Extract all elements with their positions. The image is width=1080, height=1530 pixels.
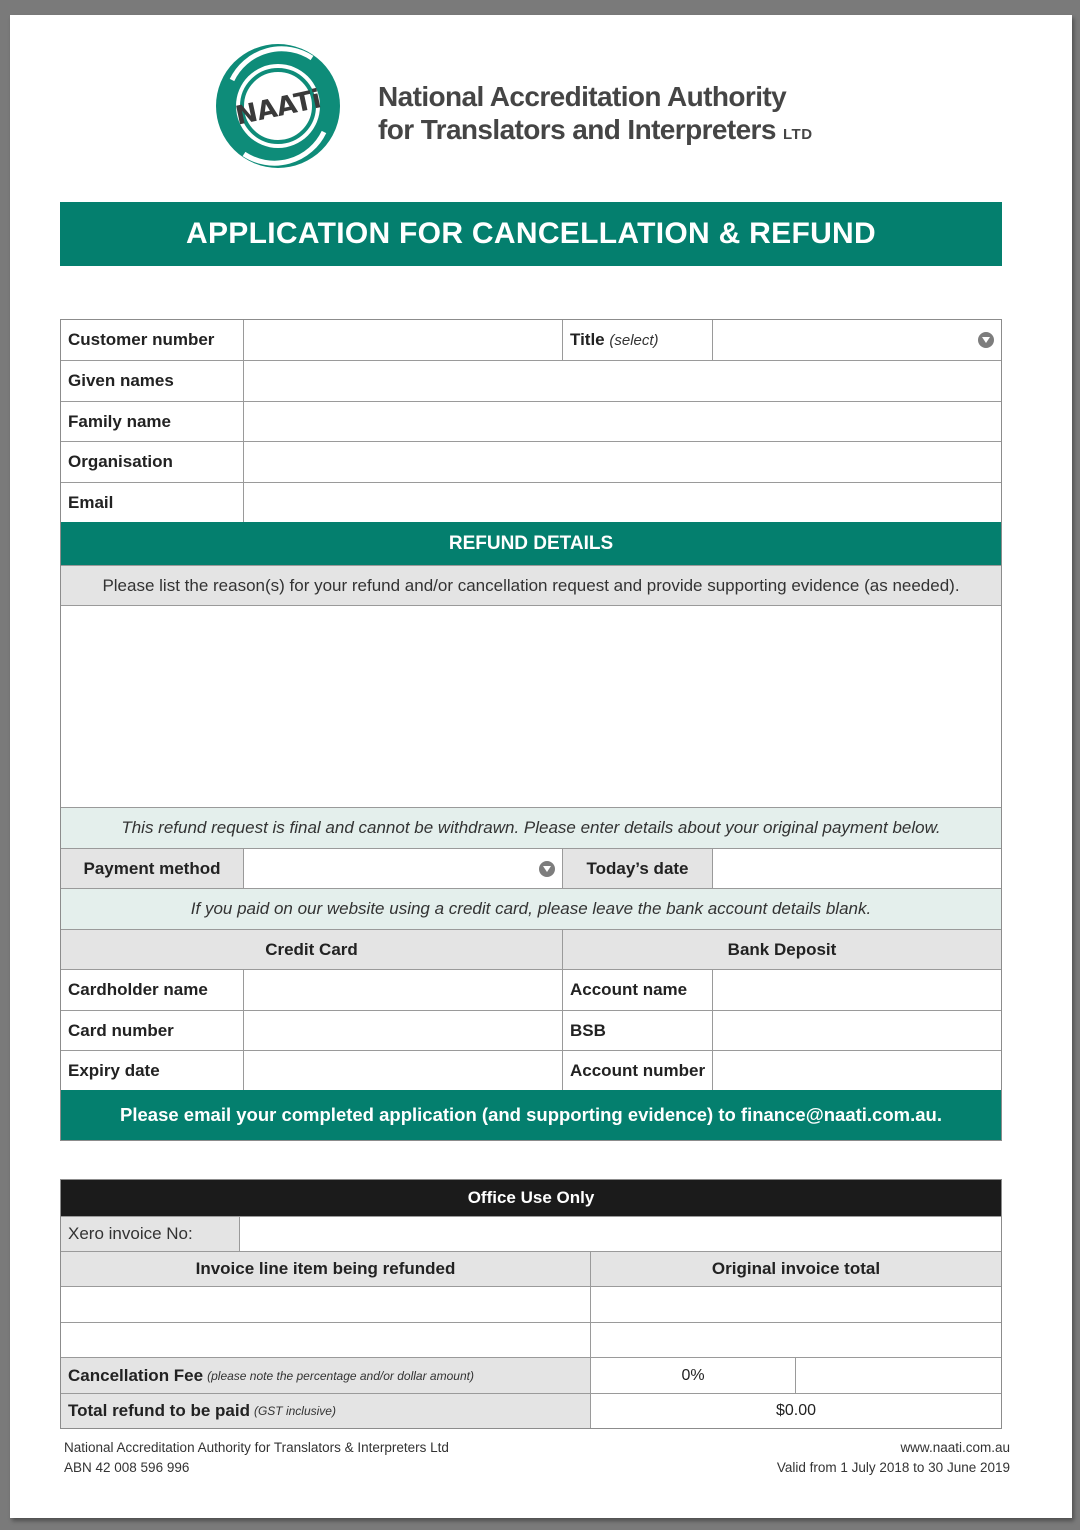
account-name-label: Account name bbox=[562, 970, 712, 1010]
org-name: National Accreditation Authority for Translators and Interpreters LTD bbox=[378, 81, 813, 145]
cardholder-name-input[interactable] bbox=[243, 970, 562, 1010]
customer-number-label: Customer number bbox=[68, 330, 215, 349]
expiry-date-input[interactable] bbox=[243, 1051, 562, 1090]
xero-invoice-input[interactable] bbox=[239, 1217, 1001, 1251]
table-row bbox=[61, 1286, 1001, 1322]
refund-details-heading: REFUND DETAILS bbox=[61, 522, 1001, 565]
cancellation-fee-percent[interactable]: 0% bbox=[590, 1358, 795, 1393]
card-number-input[interactable] bbox=[243, 1011, 562, 1050]
email-input[interactable] bbox=[243, 483, 1001, 522]
footer-org-name: National Accreditation Authority for Translators & Interpreters Ltd bbox=[64, 1440, 449, 1455]
family-name-label: Family name bbox=[68, 411, 171, 431]
todays-date-input[interactable] bbox=[712, 849, 1001, 888]
chevron-down-icon[interactable] bbox=[539, 861, 555, 877]
applicant-refund-table bbox=[60, 319, 1002, 1141]
payment-method-select[interactable] bbox=[243, 849, 562, 888]
cardholder-name-label: Cardholder name bbox=[68, 980, 208, 999]
total-refund-value: $0.00 bbox=[590, 1394, 1001, 1428]
bsb-input[interactable] bbox=[712, 1011, 1001, 1050]
given-names-input[interactable] bbox=[243, 361, 1001, 401]
bsb-label: BSB bbox=[562, 1011, 712, 1050]
cancellation-fee-amount[interactable] bbox=[795, 1358, 1001, 1393]
total-refund-label: Total refund to be paid (GST inclusive) bbox=[61, 1394, 590, 1428]
credit-card-heading: Credit Card bbox=[61, 930, 562, 969]
refund-reason-textarea[interactable] bbox=[61, 606, 1001, 807]
email-notice: Please email your completed application (and supporting evidence) to finance@naati.com.au. bbox=[61, 1090, 1001, 1140]
footer-abn: ABN 42 008 596 996 bbox=[64, 1460, 190, 1475]
line-item-input[interactable] bbox=[61, 1287, 590, 1322]
footer-validity: Valid from 1 July 2018 to 30 June 2019 bbox=[776, 1460, 1010, 1475]
final-notice: This refund request is final and cannot be withdrawn. Please enter details about your original payment below. bbox=[61, 808, 1001, 848]
svg-text:NAATi: NAATi bbox=[232, 84, 324, 132]
form-title: APPLICATION FOR CANCELLATION & REFUND bbox=[60, 202, 1002, 266]
invoice-total-input[interactable] bbox=[590, 1287, 1001, 1322]
todays-date-label: Today’s date bbox=[562, 849, 712, 888]
account-name-input[interactable] bbox=[712, 970, 1001, 1010]
invoice-total-input[interactable] bbox=[590, 1323, 1001, 1357]
header-logo bbox=[212, 40, 862, 195]
office-use-table bbox=[60, 1179, 1002, 1429]
title-select[interactable] bbox=[712, 320, 1001, 360]
family-name-input[interactable] bbox=[243, 402, 1001, 441]
table-row bbox=[61, 1322, 1001, 1357]
account-number-label: Account number bbox=[562, 1051, 712, 1090]
col-line-item-header: Invoice line item being refunded bbox=[61, 1252, 590, 1286]
payment-method-label: Payment method bbox=[61, 849, 243, 888]
footer-validity-info bbox=[777, 1438, 1010, 1478]
organisation-label: Organisation bbox=[68, 452, 173, 471]
line-item-input[interactable] bbox=[61, 1323, 590, 1357]
title-label: Title (select) bbox=[562, 320, 712, 360]
account-number-input[interactable] bbox=[712, 1051, 1001, 1090]
credit-card-notice: If you paid on our website using a credit card, please leave the bank account details blank. bbox=[61, 889, 1001, 929]
email-label: Email bbox=[68, 492, 114, 512]
customer-number-input[interactable] bbox=[243, 320, 562, 360]
xero-invoice-label: Xero invoice No: bbox=[61, 1217, 239, 1251]
naati-logo-icon bbox=[212, 40, 344, 172]
footer-website-link[interactable]: www.naati.com.au bbox=[900, 1440, 1010, 1455]
office-use-heading: Office Use Only bbox=[61, 1180, 1001, 1216]
card-number-label: Card number bbox=[68, 1020, 174, 1040]
organisation-input[interactable] bbox=[243, 442, 1001, 482]
refund-instructions: Please list the reason(s) for your refund and/or cancellation request and provide supporting evidence (as needed). bbox=[61, 566, 1001, 605]
col-invoice-total-header: Original invoice total bbox=[590, 1252, 1001, 1286]
chevron-down-icon[interactable] bbox=[978, 332, 994, 348]
cancellation-fee-label: Cancellation Fee (please note the percentage and/or dollar amount) bbox=[61, 1358, 590, 1393]
given-names-label: Given names bbox=[68, 371, 174, 390]
footer-org-info bbox=[64, 1438, 449, 1478]
bank-deposit-heading: Bank Deposit bbox=[562, 930, 1001, 969]
expiry-date-label: Expiry date bbox=[68, 1060, 160, 1080]
